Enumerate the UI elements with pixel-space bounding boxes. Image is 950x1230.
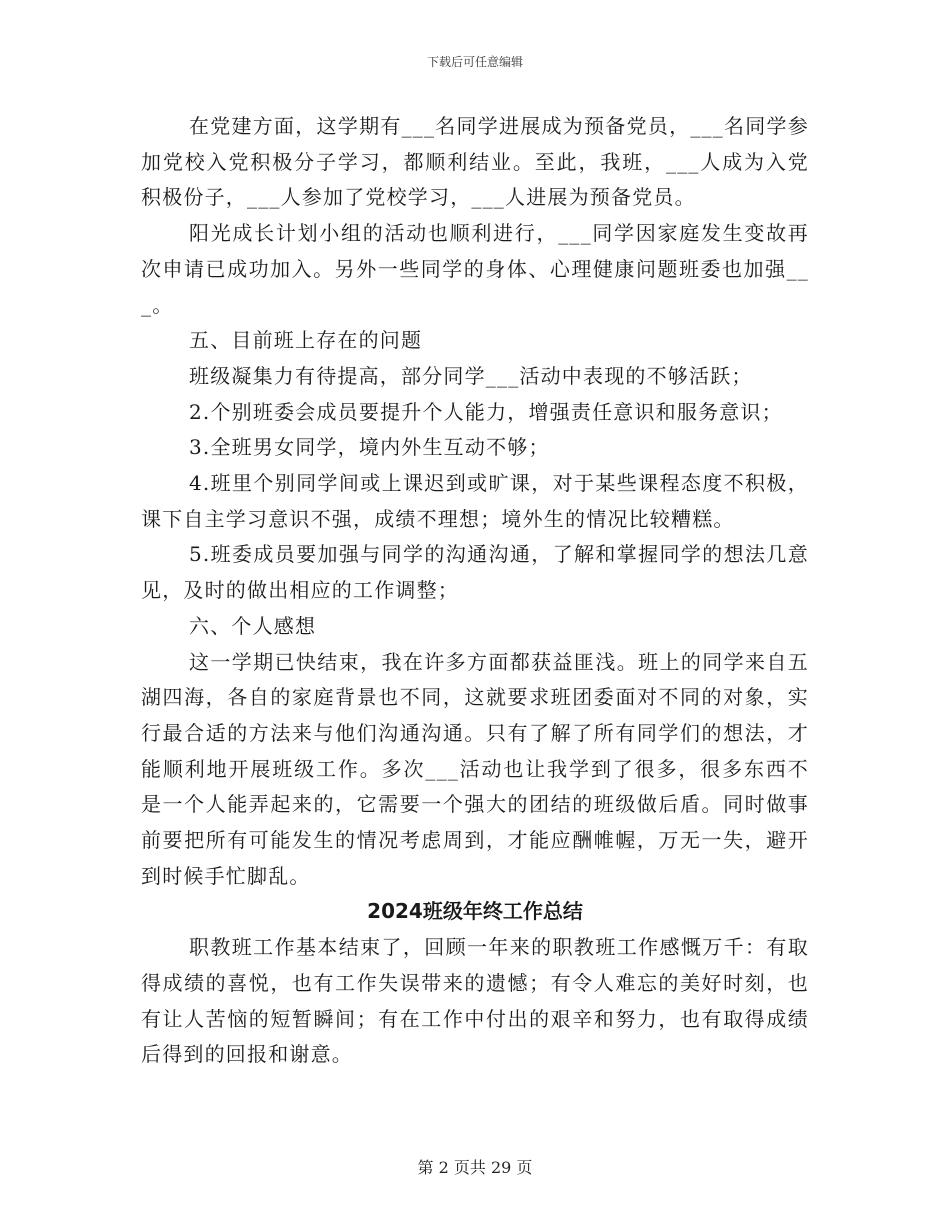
problem-item-2: 2.个别班委会成员要提升个人能力，增强责任意识和服务意识； xyxy=(189,399,783,424)
paragraph-sunshine-plan: 阳光成长计划小组的活动也顺利进行，___同学因家庭发生变故再次申请已成功加入。另外一些同学的身体、心理健康问题班委也加强___。 xyxy=(141,221,809,317)
paragraph-personal-thoughts: 这一学期已快结束，我在许多方面都获益匪浅。班上的同学来自五湖四海，各自的家庭背景也不同，这就要求班团委面对不同的对象，实行最合适的方法来与他们沟通沟通。只有了解了所有同学们的想法，才能顺利地开展班级工作。多次___活动也让我学到了很多，很多东西不是一个人能弄起来的，它需要一个强大的团结的班级做后盾。同时做事前要把所有可能发生的情况考虑周到，才能应酬帷幄，万无一失，避开到时候手忙脚乱。 xyxy=(141,649,809,888)
heading-current-problems: 五、目前班上存在的问题 xyxy=(189,328,423,353)
page-footer: 第 2 页共 29 页 xyxy=(417,1158,533,1177)
document-body xyxy=(141,109,809,1073)
page-header: 下载后可任意编辑 xyxy=(426,55,523,69)
problem-item-1: 班级凝集力有待提高，部分同学___活动中表现的不够活跃； xyxy=(189,363,753,388)
section-title: 2024班级年终工作总结 xyxy=(367,899,583,924)
paragraph-summary-intro: 职教班工作基本结束了，回顾一年来的职教班工作感慨万千：有取得成绩的喜悦，也有工作失误带来的遗憾；有令人难忘的美好时刻，也有让人苦恼的短暂瞬间；有在工作中付出的艰辛和努力，也有取得成绩后得到的回报和谢意。 xyxy=(141,935,809,1067)
problem-item-5: 5.班委成员要加强与同学的沟通沟通，了解和掌握同学的想法几意见，及时的做出相应的工作调整； xyxy=(141,542,809,603)
problem-item-3: 3.全班男女同学，境内外生互动不够； xyxy=(189,435,550,460)
heading-personal-thoughts: 六、个人感想 xyxy=(189,613,317,638)
problem-item-4: 4.班里个别同学间或上课迟到或旷课，对于某些课程态度不积极，课下自主学习意识不强，成绩不理想；境外生的情况比较糟糕。 xyxy=(141,471,809,531)
paragraph-party-building: 在党建方面，这学期有___名同学进展成为预备党员，___名同学参加党校入党积极分子学习，都顺利结业。至此，我班，___人成为入党积极份子，___人参加了党校学习，___人进展为预备党员。 xyxy=(141,114,809,210)
